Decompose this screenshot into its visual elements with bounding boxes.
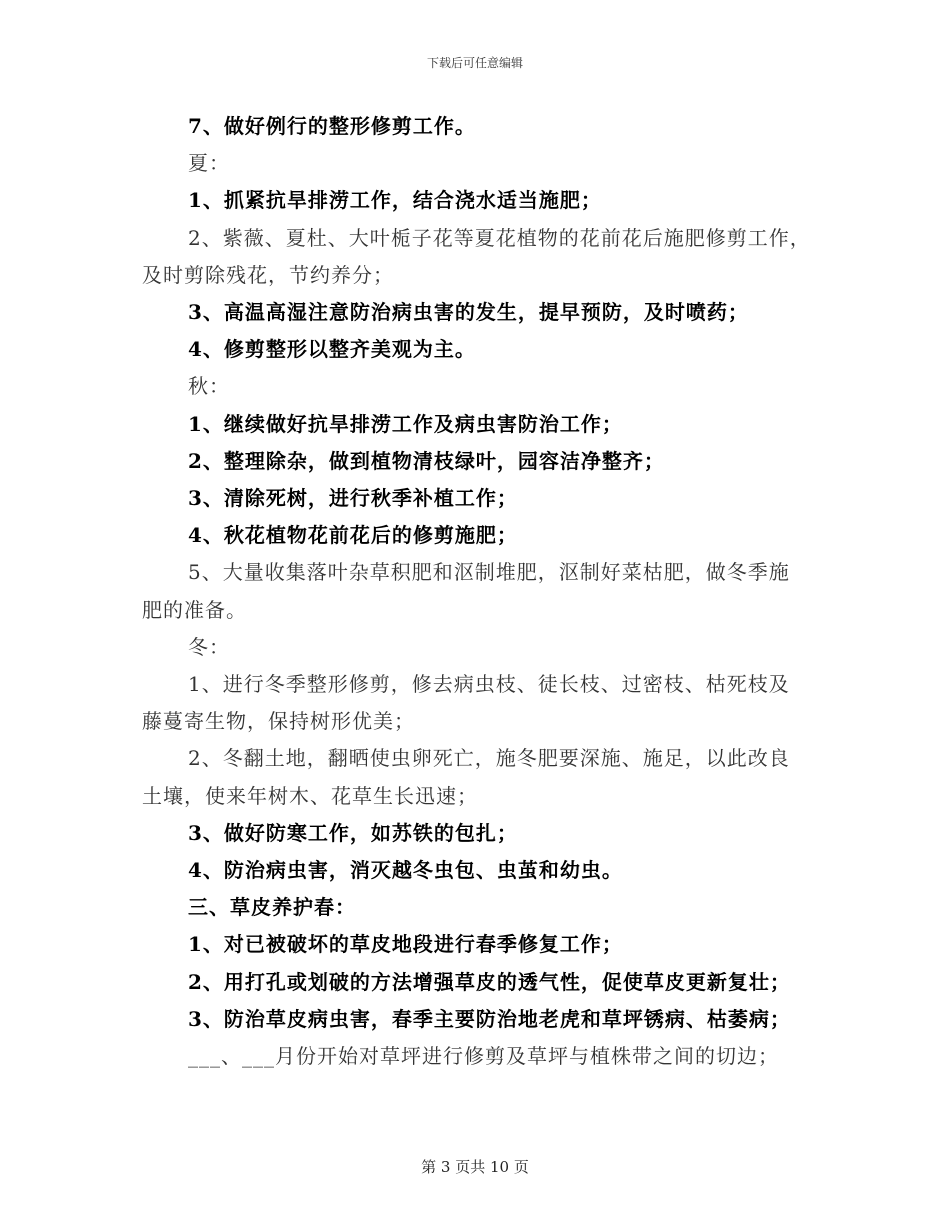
text-line: 1、进行冬季整形修剪，修去病虫枝、徒长枝、过密枝、枯死枝及 [188, 672, 790, 697]
text-line: 及时剪除残花，节约养分； [142, 262, 394, 287]
text-line: 1、抓紧抗旱排涝工作，结合浇水适当施肥； [188, 188, 602, 213]
text-line: 2、冬翻土地，翻晒使虫卵死亡，施冬肥要深施、施足，以此改良 [188, 746, 790, 771]
text-line: 1、对已被破坏的草皮地段进行春季修复工作； [188, 932, 623, 957]
text-line: 冬： [188, 634, 230, 659]
text-line: 3、高温高湿注意防治病虫害的发生，提早预防，及时喷药； [188, 300, 749, 325]
page-footer: 第 3 页共 10 页 [421, 1158, 529, 1176]
text-line: 2、用打孔或划破的方法增强草皮的透气性，促使草皮更新复壮； [188, 969, 791, 994]
text-line: 土壤，使来年树木、花草生长迅速； [142, 783, 478, 808]
text-line: 4、防治病虫害，消灭越冬虫包、虫茧和幼虫。 [188, 858, 623, 883]
page-header: 下载后可任意编辑 [426, 56, 523, 70]
text-line: 4、秋花植物花前花后的修剪施肥； [188, 523, 518, 548]
text-line: 三、草皮养护春： [188, 895, 356, 920]
text-line: 7、做好例行的整形修剪工作。 [188, 114, 476, 138]
text-line: 夏： [188, 151, 230, 176]
text-line: 3、清除死树，进行秋季补植工作； [188, 486, 518, 511]
text-line: 2、紫薇、夏杜、大叶栀子花等夏花植物的花前花后施肥修剪工作， [188, 225, 811, 250]
text-line: 5、大量收集落叶杂草积肥和沤制堆肥，沤制好菜枯肥，做冬季施 [188, 560, 790, 585]
text-line: 藤蔓寄生物，保持树形优美； [142, 709, 415, 734]
text-line: ___、___月份开始对草坪进行修剪及草坪与植株带之间的切边； [188, 1044, 779, 1069]
text-line: 1、继续做好抗旱排涝工作及病虫害防治工作； [188, 411, 623, 436]
text-line: 3、做好防寒工作，如苏铁的包扎； [188, 820, 518, 845]
text-line: 2、整理除杂，做到植物清枝绿叶，园容洁净整齐； [188, 448, 665, 473]
text-line: 秋： [188, 374, 230, 399]
document-body [142, 108, 822, 1075]
text-line: 3、防治草皮病虫害，春季主要防治地老虎和草坪锈病、枯萎病； [188, 1006, 791, 1031]
text-line: 4、修剪整形以整齐美观为主。 [188, 337, 476, 362]
text-line: 肥的准备。 [142, 597, 247, 622]
